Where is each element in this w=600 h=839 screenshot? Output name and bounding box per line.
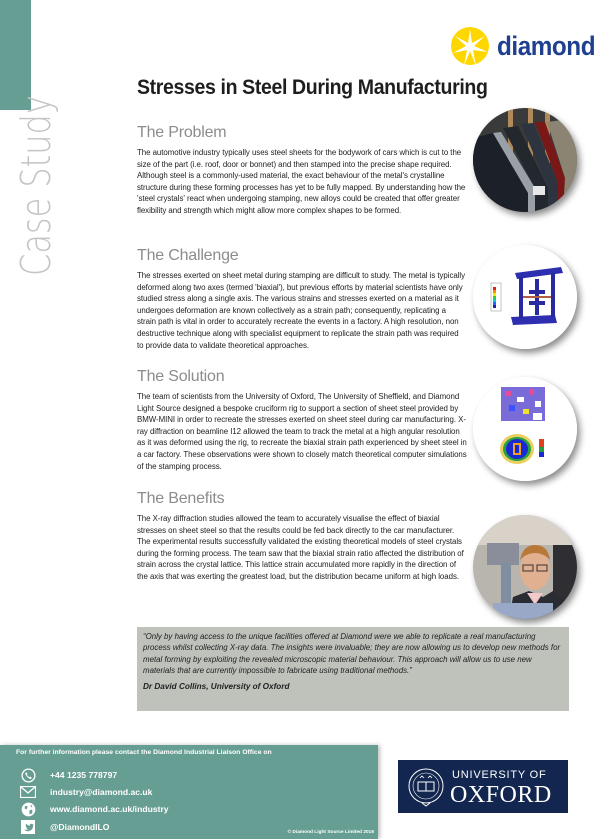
sidebar-accent-bar xyxy=(0,0,31,110)
quote-text: “Only by having access to the unique facilities offered at Diamond were we able to replicate a real manufacturing process whilst collecting X-ray data. The insights were invaluable; they are now allowing us to develop new methods for metal forming by exploiting the revealed microscopic material behaviour. This approach will allow us to use new materials that are currently impossible to fabricate using traditional methods.” xyxy=(143,632,561,676)
website-link[interactable]: www.diamond.ac.uk/industry xyxy=(50,804,169,814)
phone-icon xyxy=(20,767,36,783)
contact-twitter[interactable] xyxy=(20,819,110,835)
section-benefits xyxy=(137,490,467,583)
diamond-logo xyxy=(450,26,596,68)
section-heading: The Benefits xyxy=(137,490,225,507)
contact-intro: For further information please contact the Diamond Industrial Liaison Office on xyxy=(16,749,272,756)
section-body: The team of scientists from the University of Oxford, The University of Sheffield, and Diamond Light Source designed a bespoke cruciform rig to support a section of sheet steel provided by BMW-MINI in order to recreate the stresses exerted on sheet steel during car manufacturing. X-ray diffraction on beamline I12 allowed the team to track the metal at a high angular resolution as it was deformed using the rig, to recreate the biaxial strain path experienced by sheet steel in a car factory. These observations were shown to closely match theoretical computer simulations of the stamping process. xyxy=(137,392,467,471)
oxford-crest-icon xyxy=(407,767,445,807)
phone-number[interactable]: +44 1235 778797 xyxy=(50,770,118,780)
section-body: The automotive industry typically uses steel sheets for the bodywork of cars which is cut to the size of the part (i.e. roof, door or bonnet) and then stamped into the precise shape required. Although steel is a commonly-used material, the exact behaviour of the metal's crystalline structure during these forming processes has yet to be fully mapped. By understanding how the 'steel crystals' react when undergoing stamping, new alloys could be created that offer greater flexibility and strength which might allow more complex shapes to be formed. xyxy=(137,148,466,215)
scientist-photo xyxy=(473,515,577,619)
section-heading: The Solution xyxy=(137,368,225,385)
globe-icon xyxy=(20,801,36,817)
email-address[interactable]: industry@diamond.ac.uk xyxy=(50,787,153,797)
diffraction-data-image xyxy=(473,377,577,481)
oxford-line1: UNIVERSITY OF xyxy=(452,769,547,781)
testimonial-quote xyxy=(137,627,569,711)
section-solution xyxy=(137,368,467,472)
copyright-notice: © Diamond Light Source Limited 2016 xyxy=(287,830,374,835)
rig-simulation-image xyxy=(473,245,577,349)
university-of-oxford-logo xyxy=(398,760,568,813)
section-body: The X-ray diffraction studies allowed the team to accurately visualise the effect of biaxial stresses on sheet steel so that the results could be fed back directly to the car manufacturer. The experimental results successfully validated the existing theoretical models of steel crystals during the forming process. The team saw that the biaxial strain ratio affected the distribution of strain across the crystal lattice. This lattice strain accumulated more rapidly in the direction of the axis that was exerting the greatest load, but the distribution became uniform at high loads. xyxy=(137,514,464,581)
car-doors-photo xyxy=(473,108,577,212)
page-title: Stresses in Steel During Manufacturing xyxy=(137,76,488,99)
contact-email[interactable] xyxy=(20,784,153,800)
twitter-icon xyxy=(20,819,36,835)
section-challenge xyxy=(137,247,467,351)
oxford-line2: OXFORD xyxy=(450,782,552,808)
section-problem xyxy=(137,124,467,217)
contact-phone[interactable] xyxy=(20,767,118,783)
section-body: The stresses exerted on sheet metal during stamping are difficult to study. The metal is typically deformed along two axes (termed 'biaxial'), but previous efforts by material scientists have only studied stress along a single axis. The various strains and stresses exerted on a material as it undergoes deformation are known collectively as a strain path; consequently, replicating a strain path is vital in order to accurately recreate the events in a factory. A high resolution, non destructive technique along with specialist equipment to replicate the strain path was required to provide data to validate theoretical approaches. xyxy=(137,271,465,350)
case-study-label: Case Study xyxy=(12,95,60,276)
twitter-handle[interactable]: @DiamondILO xyxy=(50,822,110,832)
email-icon xyxy=(20,784,36,800)
quote-author: Dr David Collins, University of Oxford xyxy=(143,681,290,691)
section-heading: The Problem xyxy=(137,124,227,141)
diamond-wordmark: diamond xyxy=(497,31,596,61)
section-heading: The Challenge xyxy=(137,247,239,264)
contact-website[interactable] xyxy=(20,801,169,817)
diamond-sun-icon xyxy=(450,26,494,68)
